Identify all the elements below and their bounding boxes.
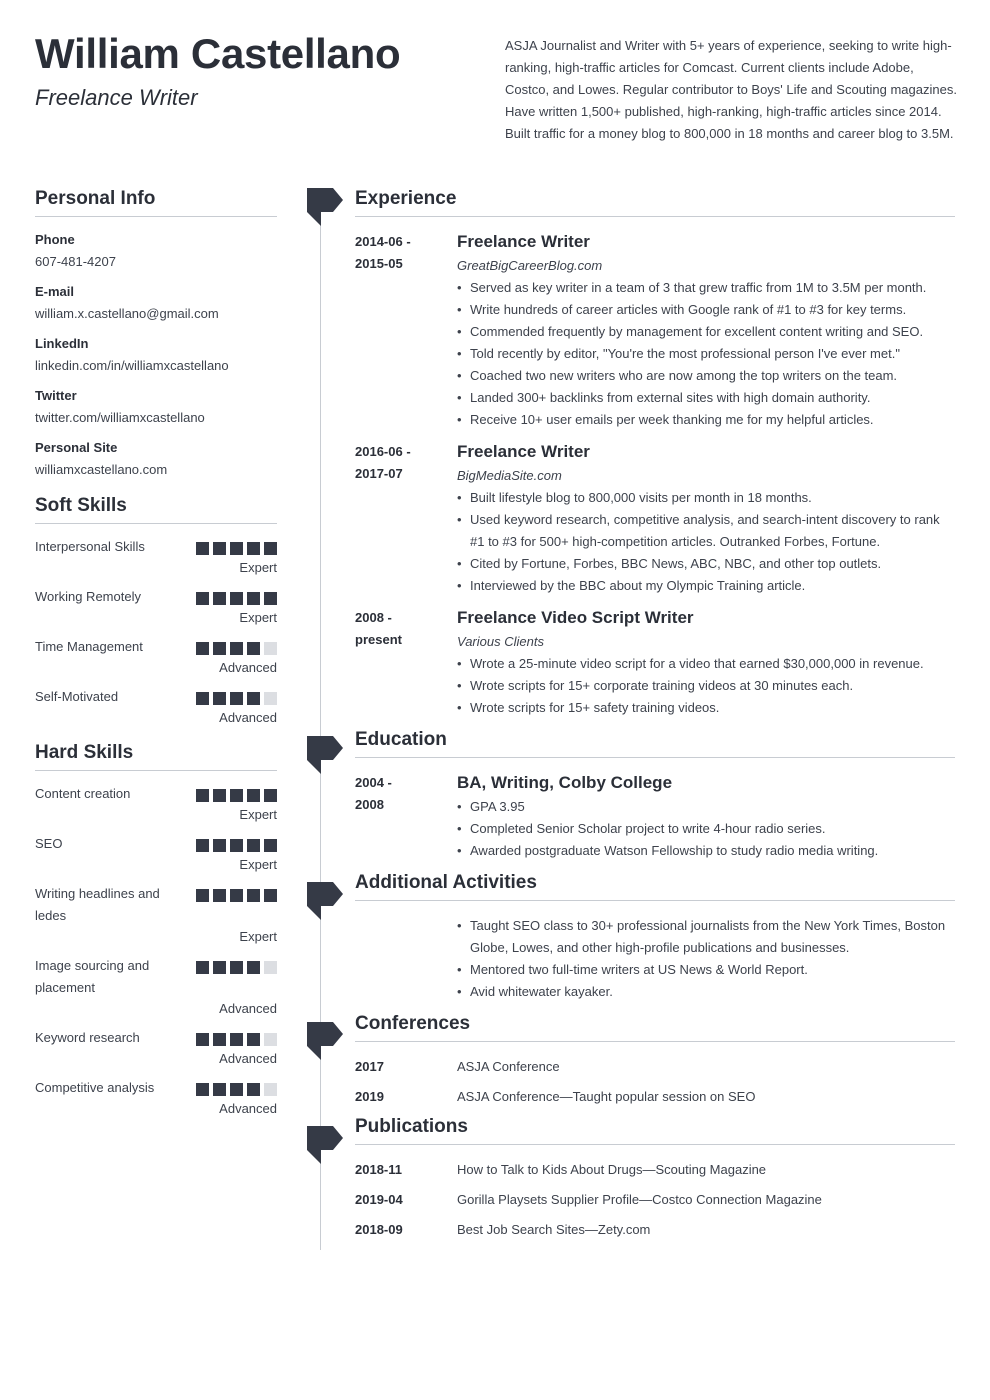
skill-name: Time Management xyxy=(35,639,143,654)
entry-date xyxy=(355,231,457,431)
skill-name: Interpersonal Skills xyxy=(35,539,145,554)
bullet-item: • Served as key writer in a team of 3 that grew traffic from 1M to 3.5M per month. xyxy=(457,277,955,299)
right-column xyxy=(355,188,955,1249)
skill-rating xyxy=(196,789,277,802)
rating-square-filled xyxy=(213,592,226,605)
bullet-list xyxy=(457,915,955,1003)
date-end: present xyxy=(355,632,402,647)
rating-square-filled xyxy=(264,542,277,555)
entry-title: BA, Writing, Colby College xyxy=(457,773,673,792)
rating-square-filled xyxy=(196,642,209,655)
info-value: william.x.castellano@gmail.com xyxy=(35,306,219,321)
conferences-row xyxy=(355,1056,955,1078)
bullet-list xyxy=(457,653,955,719)
bullet-item: • Write hundreds of career articles with Google rank of #1 to #3 for key terms. xyxy=(457,299,955,321)
skill-name: Image sourcing and placement xyxy=(35,958,150,995)
row-text: Gorilla Playsets Supplier Profile—Costco Connection Magazine xyxy=(457,1192,822,1207)
activities-section xyxy=(355,872,955,1003)
date-end: 2015-05 xyxy=(355,256,403,271)
section-heading: Experience xyxy=(355,188,955,217)
experience-entry xyxy=(355,441,955,597)
profile-summary: ASJA Journalist and Writer with 5+ years of experience, seeking to write high-ranking, high-traffic articles for Comcast. Current clients include Adobe, Costco, and Lowes. Regular contributor to Boys' Life and Scouting magazines. Have written 1,500+ published, high-ranking, high-traffic articles since 2014. Built traffic for a money blog to 800,000 in 18 months and career blog to 3.5M. xyxy=(505,38,957,141)
skills-list xyxy=(35,783,277,1119)
date-start: 2016-06 - xyxy=(355,444,411,459)
skill-level: Expert xyxy=(239,857,277,872)
experience-list xyxy=(355,231,955,719)
bullet-list xyxy=(457,277,955,431)
conferences-list xyxy=(355,1056,955,1108)
entry-company: BigMediaSite.com xyxy=(457,468,562,483)
rating-square-filled xyxy=(230,542,243,555)
entry-content xyxy=(457,772,955,862)
rating-square-filled xyxy=(247,1033,260,1046)
skill-item xyxy=(35,783,277,825)
rating-square-filled xyxy=(213,692,226,705)
rating-square-filled xyxy=(213,889,226,902)
rating-square-filled xyxy=(247,592,260,605)
skill-name: Keyword research xyxy=(35,1030,140,1045)
bullet-item: • Receive 10+ user emails per week thanking me for my helpful articles. xyxy=(457,409,955,431)
skill-name: Competitive analysis xyxy=(35,1080,155,1095)
timeline-line xyxy=(320,210,321,1250)
bullet-item: • Cited by Fortune, Forbes, BBC News, ABC, NBC, and other top outlets. xyxy=(457,553,955,575)
entry-title: Freelance Writer xyxy=(457,232,590,251)
date-end: 2008 xyxy=(355,797,384,812)
rating-square-filled xyxy=(196,1083,209,1096)
rating-square-filled xyxy=(213,839,226,852)
rating-square-filled xyxy=(230,642,243,655)
bullet-item: • Interviewed by the BBC about my Olympic Training article. xyxy=(457,575,955,597)
rating-square-filled xyxy=(196,592,209,605)
rating-square-empty xyxy=(264,642,277,655)
bullet-item: • Avid whitewater kayaker. xyxy=(457,981,955,1003)
info-email xyxy=(35,281,277,325)
bullet-item: • Wrote a 25-minute video script for a video that earned $30,000,000 in revenue. xyxy=(457,653,955,675)
skill-item xyxy=(35,883,277,947)
publications-row xyxy=(355,1189,955,1211)
section-heading: Personal Info xyxy=(35,188,277,217)
rating-square-filled xyxy=(230,592,243,605)
conferences-row xyxy=(355,1086,955,1108)
info-label: E-mail xyxy=(35,284,75,299)
skill-rating xyxy=(196,889,277,902)
date-start: 2014-06 - xyxy=(355,234,411,249)
info-label: Twitter xyxy=(35,388,77,403)
skill-name: Content creation xyxy=(35,786,131,801)
entry-content xyxy=(457,231,955,431)
skill-rating xyxy=(196,839,277,852)
skill-level: Advanced xyxy=(219,710,277,725)
skills-list xyxy=(35,536,277,728)
flag-marker-icon xyxy=(307,882,347,922)
skill-rating xyxy=(196,961,277,974)
rating-square-filled xyxy=(196,1033,209,1046)
experience-section xyxy=(355,188,955,719)
bullet-item: • Awarded postgraduate Watson Fellowship to study radio media writing. xyxy=(457,840,955,862)
section-heading: Additional Activities xyxy=(355,872,955,901)
rating-square-filled xyxy=(230,789,243,802)
date-start: 2008 - xyxy=(355,610,392,625)
entry-content xyxy=(457,441,955,597)
bullet-list xyxy=(457,487,955,597)
info-twitter xyxy=(35,385,277,429)
entry-title: Freelance Video Script Writer xyxy=(457,608,694,627)
rating-square-filled xyxy=(247,839,260,852)
section-heading: Hard Skills xyxy=(35,742,277,771)
rating-square-filled xyxy=(247,961,260,974)
row-date: 2018-09 xyxy=(355,1222,403,1237)
rating-square-filled xyxy=(230,692,243,705)
flag-marker-icon xyxy=(307,1022,347,1062)
rating-square-filled xyxy=(247,889,260,902)
row-date: 2019 xyxy=(355,1089,384,1104)
info-label: Personal Site xyxy=(35,440,118,455)
skill-name: Self-Motivated xyxy=(35,689,119,704)
rating-square-filled xyxy=(196,961,209,974)
info-value: williamxcastellano.com xyxy=(35,462,168,477)
info-value: linkedin.com/in/williamxcastellano xyxy=(35,358,229,373)
section-heading: Conferences xyxy=(355,1013,955,1042)
rating-square-empty xyxy=(264,1083,277,1096)
rating-square-filled xyxy=(264,839,277,852)
rating-square-filled xyxy=(247,692,260,705)
info-linkedin xyxy=(35,333,277,377)
rating-square-filled xyxy=(230,1033,243,1046)
education-entry xyxy=(355,772,955,862)
row-text: ASJA Conference xyxy=(457,1059,560,1074)
rating-square-filled xyxy=(264,789,277,802)
skill-name: Working Remotely xyxy=(35,589,141,604)
section-heading: Education xyxy=(355,729,955,758)
skill-name: SEO xyxy=(35,836,63,851)
publications-section xyxy=(355,1116,955,1241)
rating-square-filled xyxy=(213,961,226,974)
row-text: Best Job Search Sites—Zety.com xyxy=(457,1222,651,1237)
flag-marker-icon xyxy=(307,736,347,776)
rating-square-filled xyxy=(230,1083,243,1096)
bullet-item: • GPA 3.95 xyxy=(457,796,955,818)
skill-level: Expert xyxy=(239,610,277,625)
rating-square-filled xyxy=(230,961,243,974)
bullet-item: • Built lifestyle blog to 800,000 visits per month in 18 months. xyxy=(457,487,955,509)
entry-date xyxy=(355,772,457,862)
rating-square-filled xyxy=(230,839,243,852)
experience-entry xyxy=(355,231,955,431)
skill-level: Expert xyxy=(239,807,277,822)
rating-square-filled xyxy=(247,642,260,655)
skill-item xyxy=(35,636,277,678)
rating-square-filled xyxy=(213,542,226,555)
soft-skills-section xyxy=(35,495,277,728)
rating-square-filled xyxy=(247,542,260,555)
date-start: 2004 - xyxy=(355,775,392,790)
bullet-item: • Completed Senior Scholar project to write 4-hour radio series. xyxy=(457,818,955,840)
entry-company: GreatBigCareerBlog.com xyxy=(457,258,603,273)
flag-marker-icon xyxy=(307,188,347,228)
rating-square-filled xyxy=(247,1083,260,1096)
conferences-section xyxy=(355,1013,955,1108)
activities-entry xyxy=(355,915,955,1003)
rating-square-empty xyxy=(264,1033,277,1046)
rating-square-filled xyxy=(196,542,209,555)
bullet-item: • Used keyword research, competitive analysis, and search-intent discovery to rank #1 to #3 for 500+ high-competition articles. Outranked Forbes, Fortune. xyxy=(457,509,955,553)
date-end: 2017-07 xyxy=(355,466,403,481)
bullet-item: • Coached two new writers who are now among the top writers on the team. xyxy=(457,365,955,387)
skill-rating xyxy=(196,1083,277,1096)
info-personal-site xyxy=(35,437,277,481)
row-date: 2018-11 xyxy=(355,1162,402,1177)
skill-rating xyxy=(196,1033,277,1046)
skill-level: Advanced xyxy=(219,1051,277,1066)
skill-item xyxy=(35,536,277,578)
info-phone xyxy=(35,229,277,273)
skill-item xyxy=(35,833,277,875)
rating-square-filled xyxy=(230,889,243,902)
rating-square-filled xyxy=(213,642,226,655)
bullet-item: • Wrote scripts for 15+ safety training videos. xyxy=(457,697,955,719)
rating-square-filled xyxy=(196,839,209,852)
job-title: Freelance Writer xyxy=(35,85,198,110)
info-label: LinkedIn xyxy=(35,336,89,351)
date-spacer xyxy=(355,915,457,1003)
skill-item xyxy=(35,1077,277,1119)
bullet-list xyxy=(457,796,955,862)
personal-info-section xyxy=(35,188,277,481)
bullet-item: • Taught SEO class to 30+ professional journalists from the New York Times, Boston Globe, Lowes, and other high-profile publications and businesses. xyxy=(457,915,955,959)
info-value: 607-481-4207 xyxy=(35,254,116,269)
info-value: twitter.com/williamxcastellano xyxy=(35,410,205,425)
rating-square-empty xyxy=(264,692,277,705)
bullet-item: • Commended frequently by management for excellent content writing and SEO. xyxy=(457,321,955,343)
row-text: ASJA Conference—Taught popular session on SEO xyxy=(457,1089,756,1104)
skill-level: Advanced xyxy=(219,660,277,675)
candidate-name: William Castellano xyxy=(35,30,401,77)
skill-item xyxy=(35,586,277,628)
skill-item xyxy=(35,1027,277,1069)
info-label: Phone xyxy=(35,232,75,247)
left-column xyxy=(35,188,277,1127)
entry-date xyxy=(355,441,457,597)
hard-skills-section xyxy=(35,742,277,1119)
rating-square-filled xyxy=(247,789,260,802)
section-heading: Soft Skills xyxy=(35,495,277,524)
entry-content xyxy=(457,607,955,719)
bullet-item: • Mentored two full-time writers at US News & World Report. xyxy=(457,959,955,981)
rating-square-filled xyxy=(196,692,209,705)
education-section xyxy=(355,729,955,862)
bullet-item: • Told recently by editor, "You're the most professional person I've ever met." xyxy=(457,343,955,365)
row-date: 2019-04 xyxy=(355,1192,403,1207)
entry-company: Various Clients xyxy=(457,634,544,649)
section-heading: Publications xyxy=(355,1116,955,1145)
skill-level: Expert xyxy=(239,929,277,944)
rating-square-filled xyxy=(196,889,209,902)
rating-square-filled xyxy=(213,1083,226,1096)
publications-row xyxy=(355,1219,955,1241)
bullet-item: • Wrote scripts for 15+ corporate training videos at 30 minutes each. xyxy=(457,675,955,697)
rating-square-filled xyxy=(213,1033,226,1046)
entry-date xyxy=(355,607,457,719)
rating-square-empty xyxy=(264,961,277,974)
experience-entry xyxy=(355,607,955,719)
skill-rating xyxy=(196,542,277,555)
skill-rating xyxy=(196,642,277,655)
skill-level: Advanced xyxy=(219,1101,277,1116)
rating-square-filled xyxy=(196,789,209,802)
skill-rating xyxy=(196,592,277,605)
publications-list xyxy=(355,1159,955,1241)
bullet-item: • Landed 300+ backlinks from external sites with high domain authority. xyxy=(457,387,955,409)
rating-square-filled xyxy=(213,789,226,802)
skill-level: Advanced xyxy=(219,1001,277,1016)
row-date: 2017 xyxy=(355,1059,384,1074)
skill-rating xyxy=(196,692,277,705)
flag-marker-icon xyxy=(307,1126,347,1166)
skill-item xyxy=(35,955,277,1019)
entry-title: Freelance Writer xyxy=(457,442,590,461)
rating-square-filled xyxy=(264,592,277,605)
row-text: How to Talk to Kids About Drugs—Scouting Magazine xyxy=(457,1162,767,1177)
publications-row xyxy=(355,1159,955,1181)
skill-name: Writing headlines and ledes xyxy=(35,886,160,923)
rating-square-filled xyxy=(264,889,277,902)
skill-level: Expert xyxy=(239,560,277,575)
education-list xyxy=(355,772,955,862)
skill-item xyxy=(35,686,277,728)
